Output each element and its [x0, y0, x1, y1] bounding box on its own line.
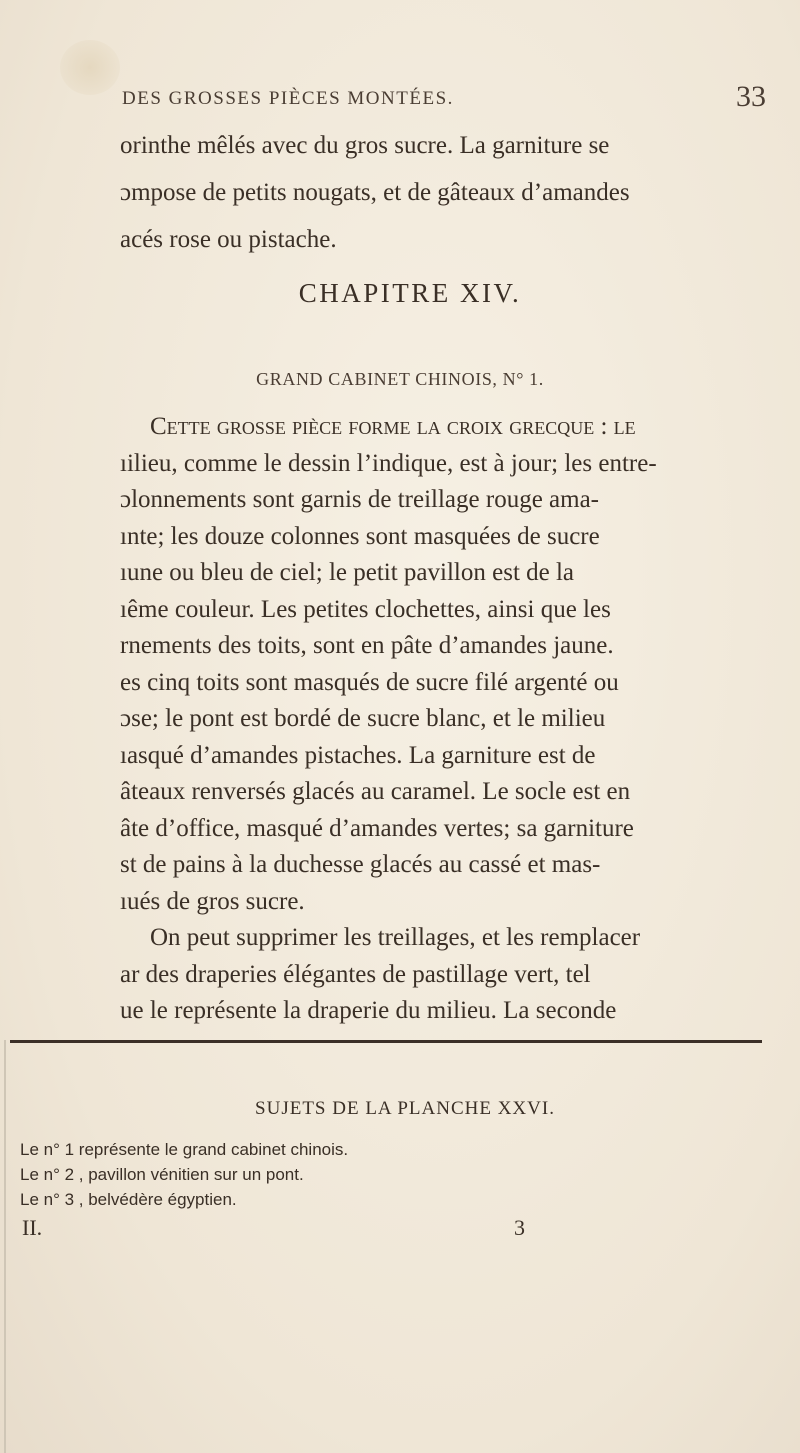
text-line: On peut supprimer les treillages, et les remplacer	[150, 924, 641, 951]
running-head	[0, 80, 800, 120]
sheet-number: 3	[514, 1215, 525, 1240]
text-line: ıême couleur. Les petites clochettes, ainsi que les	[120, 595, 611, 623]
text-line: rnements des toits, sont en pâte d’amandes jaune.	[120, 632, 614, 659]
page-number: 33	[736, 80, 766, 113]
text-line: ıasqué d’amandes pistaches. La garniture est de	[120, 741, 596, 769]
text-line: ıilieu, comme le dessin l’indique, est à jour; les entre-	[120, 449, 657, 477]
text-line: ɔmpose de petits nougats, et de gâteaux d’amandes	[120, 179, 630, 206]
text-line: ue le représente la draperie du milieu. La seconde	[120, 997, 617, 1024]
text-line: ıués de gros sucre.	[120, 887, 305, 915]
signature-mark: II.	[22, 1215, 43, 1240]
text-line: ɔse; le pont est bordé de sucre blanc, et le milieu	[120, 705, 606, 732]
running-title: DES GROSSES PIÈCES MONTÉES.	[122, 88, 454, 109]
text-line: st de pains à la duchesse glacés au cassé et mas-	[120, 851, 601, 878]
text-line: âte d’office, masqué d’amandes vertes; sa garniture	[120, 814, 634, 842]
footnote-rule	[10, 1040, 762, 1043]
text-line: es cinq toits sont masqués de sucre filé argenté ou	[120, 668, 619, 696]
text-line: orinthe mêlés avec du gros sucre. La garniture se	[120, 132, 610, 159]
chapter-title: CHAPITRE XIV.	[298, 278, 522, 308]
text-line: âteaux renversés glacés au caramel. Le socle est en	[120, 778, 631, 805]
plate-item: Le n° 1 représente le grand cabinet chinois.	[20, 1140, 349, 1159]
text-line: ınte; les douze colonnes sont masquées de sucre	[120, 522, 600, 550]
section-title: GRAND CABINET CHINOIS, N° 1.	[256, 369, 544, 389]
text-line: ɔlonnements sont garnis de treillage rouge ama-	[120, 486, 600, 513]
plate-heading: SUJETS DE LA PLANCHE XXVI.	[255, 1098, 555, 1119]
text-line: Cette grosse pièce forme la croix grecque : le	[150, 413, 636, 440]
plate-item: Le n° 2 , pavillon vénitien sur un pont.	[20, 1165, 304, 1184]
text-line: acés rose ou pistache.	[120, 226, 337, 253]
text-line: ar des draperies élégantes de pastillage vert, tel	[120, 960, 591, 988]
plate-item: Le n° 3 , belvédère égyptien.	[20, 1190, 237, 1209]
text-line: ıune ou bleu de ciel; le petit pavillon est de la	[120, 559, 575, 586]
